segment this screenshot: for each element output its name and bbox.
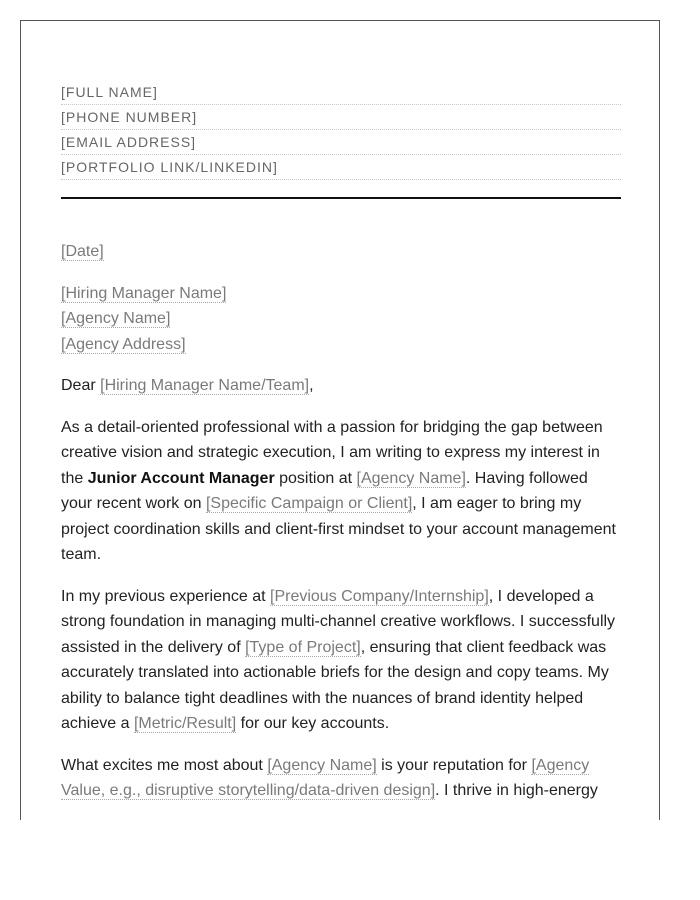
salutation-prefix: Dear xyxy=(61,377,101,394)
project-type-placeholder[interactable]: [Type of Project] xyxy=(245,638,361,656)
campaign-placeholder[interactable]: [Specific Campaign or Client] xyxy=(205,495,413,512)
p3-text-1: What excites me most about xyxy=(61,756,268,774)
agency-value-placeholder[interactable]: [Agency Value, e.g., disruptive storytelling/data-driven design] xyxy=(61,756,590,799)
salutation-name-placeholder[interactable]: [Hiring Manager Name/Team] xyxy=(100,377,310,394)
salutation xyxy=(61,373,621,399)
recipient-agency-line xyxy=(61,306,621,332)
p1-text-1: As a detail-oriented professional with a passion for bridging the gap between creative vision and strategic execution, I am writing to express my interest in the xyxy=(61,418,603,487)
p1-text-2: position at xyxy=(274,469,357,487)
date-placeholder[interactable]: [Date] xyxy=(61,243,104,260)
agency-name-placeholder[interactable]: [Agency Name] xyxy=(356,469,466,487)
phone-number-field[interactable]: [PHONE NUMBER] xyxy=(61,106,621,130)
email-address-field[interactable]: [EMAIL ADDRESS] xyxy=(61,131,621,155)
agency-address-placeholder[interactable]: [Agency Address] xyxy=(61,335,186,353)
hiring-manager-placeholder[interactable]: [Hiring Manager Name] xyxy=(61,284,227,302)
salutation-suffix: , xyxy=(309,377,314,394)
paragraph-motivation xyxy=(61,753,621,804)
recipient-manager-line xyxy=(61,281,621,307)
job-title: Junior Account Manager xyxy=(87,469,275,487)
agency-name-placeholder[interactable]: [Agency Name] xyxy=(267,756,377,774)
letter-page xyxy=(20,20,660,820)
p3-text-2: is your reputation for xyxy=(376,756,532,774)
p3-text-3: . I thrive in high-energy xyxy=(435,782,598,799)
agency-name-placeholder[interactable]: [Agency Name] xyxy=(61,310,171,327)
previous-company-placeholder[interactable]: [Previous Company/Internship] xyxy=(270,587,489,605)
p1-text-4: , I am eager to bring my project coordination skills and client-first mindset to your account management team. xyxy=(61,495,616,563)
p2-text-3: , ensuring that client feedback was accurately translated into actionable briefs for the design and copy teams. My ability to balance tight deadlines with the nuances of brand identity helped achieve a xyxy=(61,638,609,732)
letter-body xyxy=(61,239,621,820)
portfolio-link-field[interactable]: [PORTFOLIO LINK/LINKEDIN] xyxy=(61,156,621,180)
p1-text-3: . Having followed your recent work on xyxy=(61,469,588,512)
paragraph-intro xyxy=(61,415,621,568)
p2-text-1: In my previous experience at xyxy=(61,587,270,605)
p2-text-4: for our key accounts. xyxy=(236,715,390,732)
date-line xyxy=(61,239,621,265)
recipient-address-block xyxy=(61,281,621,358)
p2-text-2: , I developed a strong foundation in managing multi-channel creative workflows. I successfully assisted in the delivery of xyxy=(61,587,616,656)
paragraph-experience xyxy=(61,584,621,737)
recipient-address-line xyxy=(61,332,621,358)
metric-placeholder[interactable]: [Metric/Result] xyxy=(133,715,237,732)
contact-block xyxy=(61,81,621,181)
full-name-field[interactable]: [FULL NAME] xyxy=(61,81,621,105)
header-divider xyxy=(61,197,621,199)
